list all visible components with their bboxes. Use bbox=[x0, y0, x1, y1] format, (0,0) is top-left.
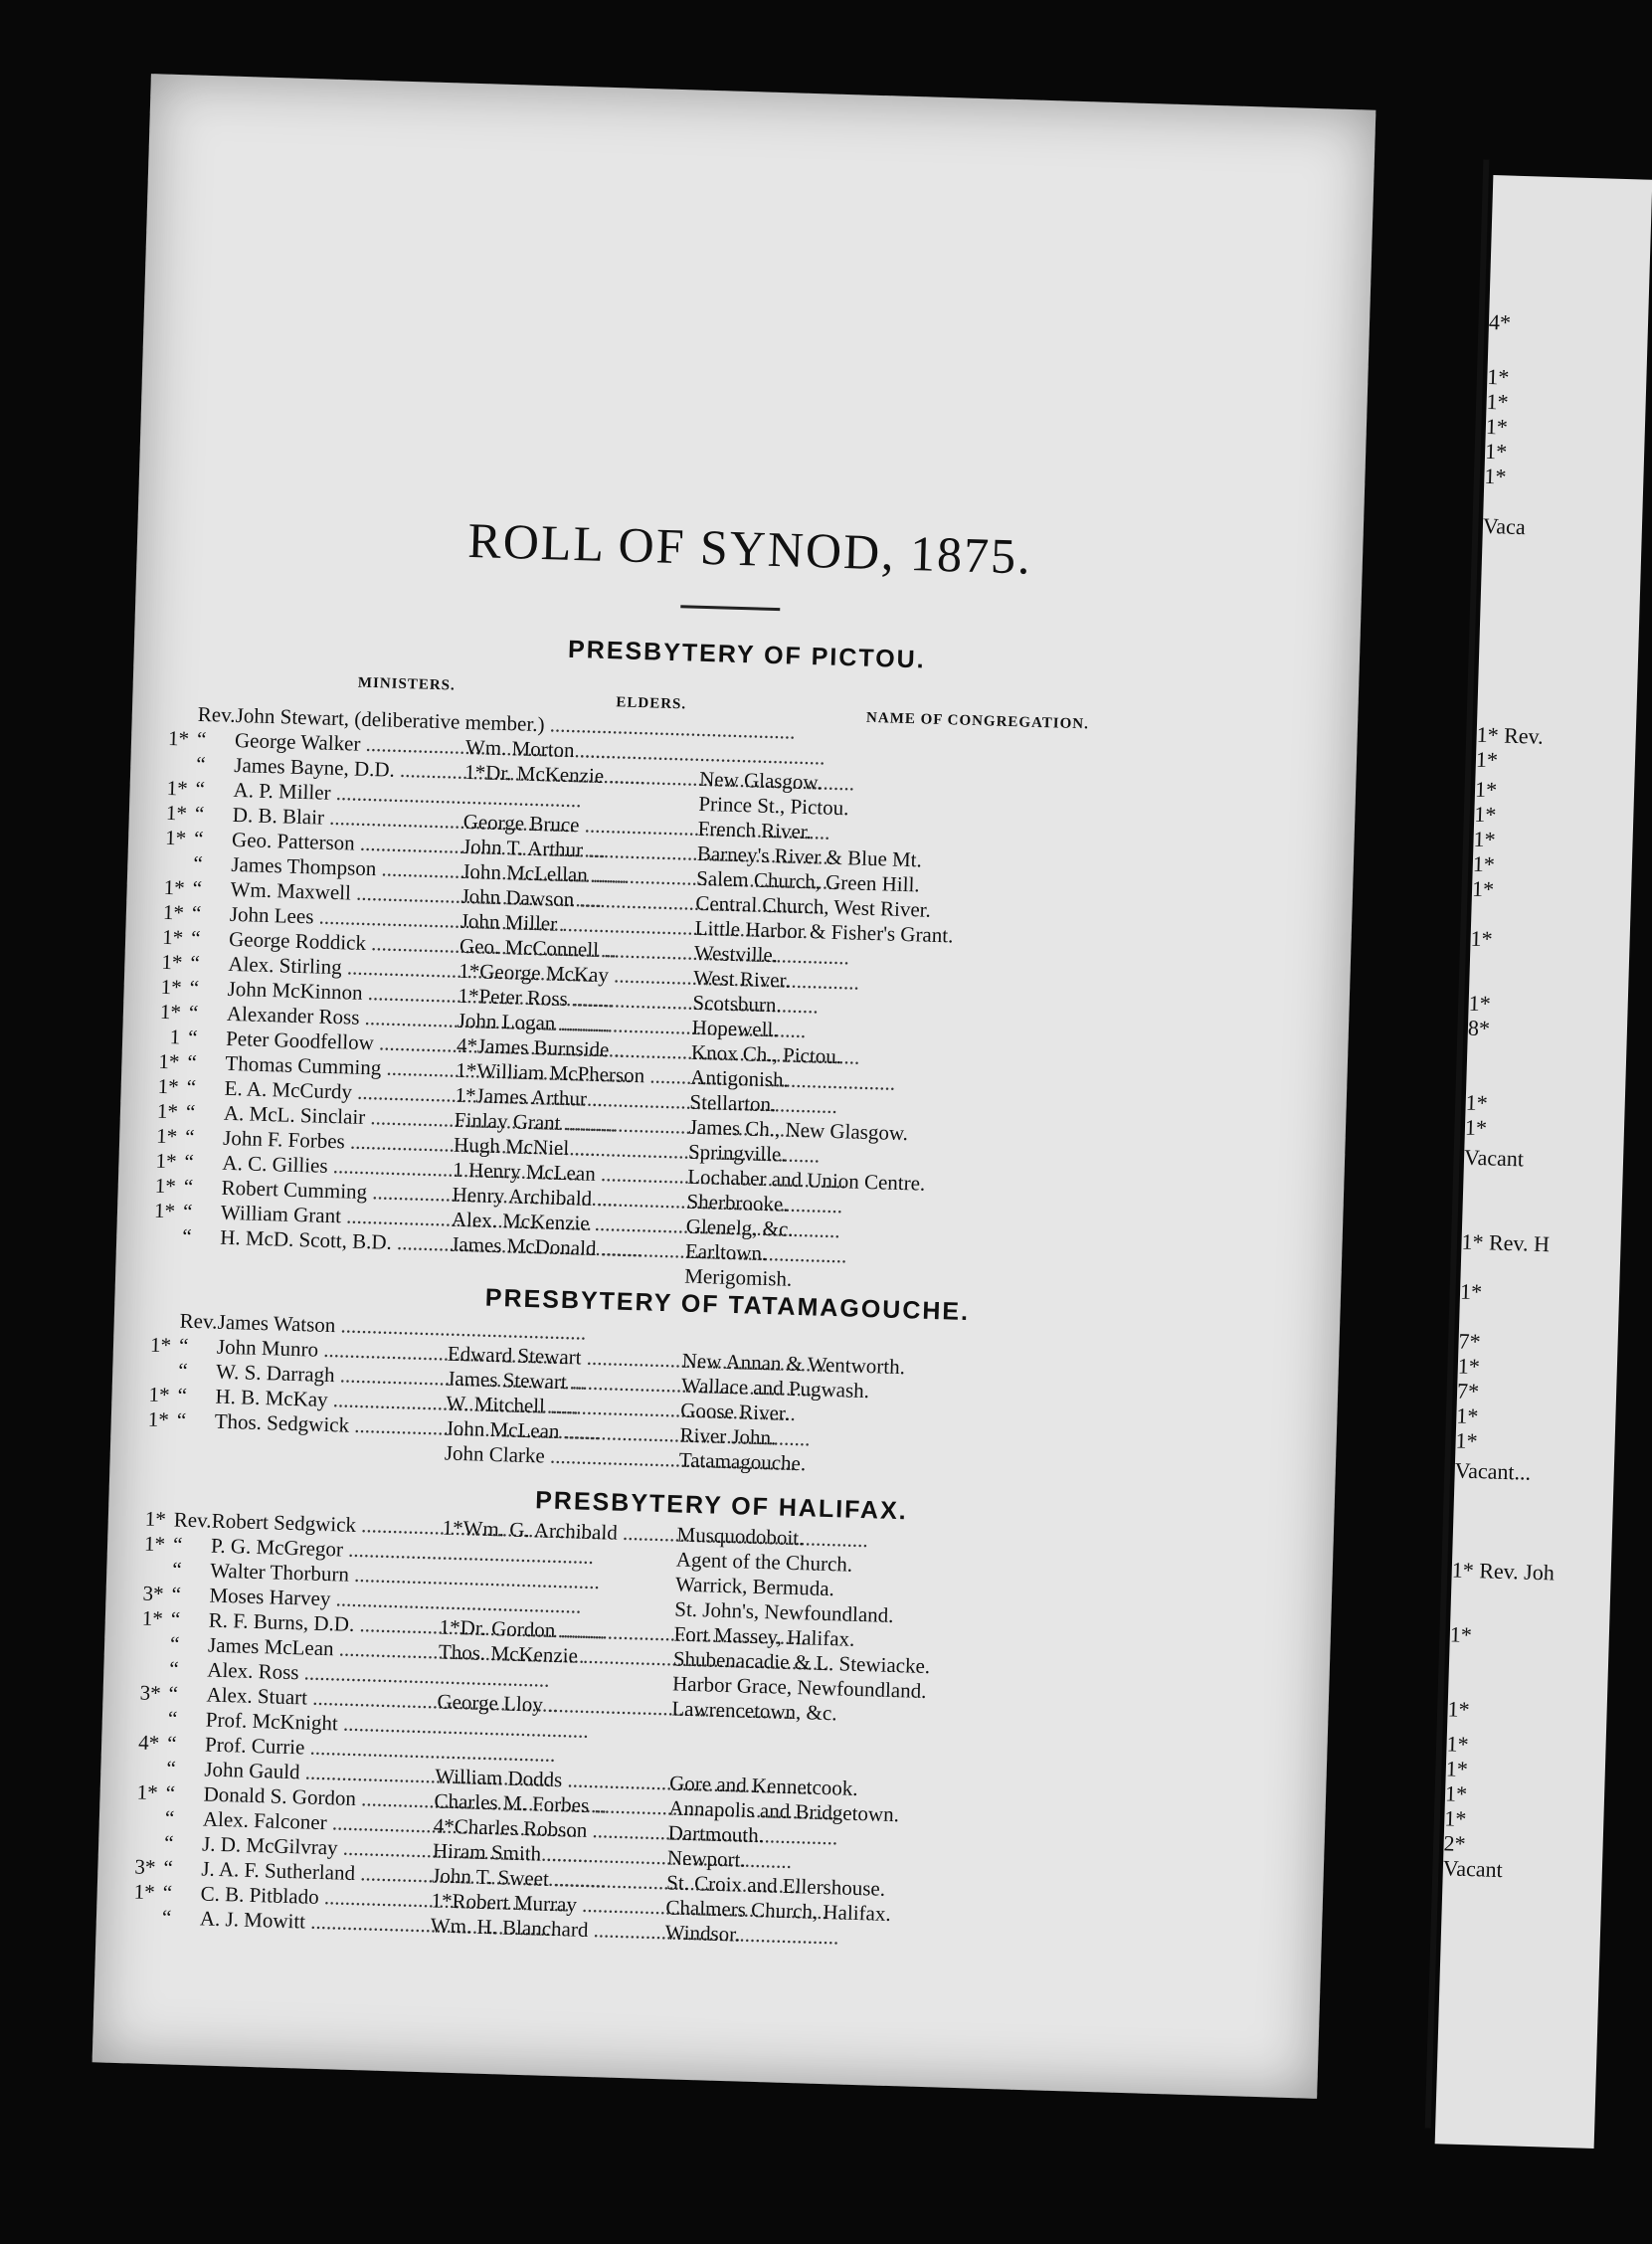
title-prefix: “ bbox=[165, 1780, 176, 1805]
congregation-name: Stellarton. bbox=[689, 1089, 777, 1117]
title-prefix: “ bbox=[166, 1756, 177, 1780]
minister-name: P. G. McGregor ..... bbox=[211, 1534, 443, 1566]
title-prefix: “ bbox=[191, 900, 202, 926]
title-prefix: “ bbox=[182, 1199, 193, 1223]
congregation-name: Prince St., Pictou. bbox=[698, 791, 849, 821]
facing-page-text: 1* bbox=[1475, 746, 1499, 773]
minister-name: Alex. Stirling ..... bbox=[228, 952, 459, 984]
title-prefix: “ bbox=[164, 1805, 175, 1830]
congregation-name: Gore and Kennetcook. bbox=[668, 1771, 858, 1801]
minister-name: Alex. Falconer ..... bbox=[203, 1806, 435, 1838]
congregation-name: Merigomish. bbox=[683, 1263, 793, 1291]
congregation-name: Annapolis and Bridgetown. bbox=[668, 1795, 900, 1827]
elder-name: 1*James Arthur ..... bbox=[455, 1083, 690, 1115]
congregation-name: Wallace and Pugwash. bbox=[680, 1373, 870, 1403]
title-prefix: Rev. bbox=[197, 701, 236, 727]
congregation-name: St. Croix and Ellershouse. bbox=[665, 1870, 886, 1901]
minister-name: Alexander Ross ..... bbox=[227, 1002, 459, 1033]
attendance-mark: 3* bbox=[139, 1680, 162, 1706]
title-prefix: “ bbox=[181, 1223, 192, 1248]
minister-name: James McLean ..... bbox=[208, 1633, 440, 1665]
congregation-name: Springville. bbox=[687, 1139, 787, 1167]
congregation-name: Earltown. bbox=[684, 1238, 768, 1266]
elder-name: William Dodds ..... bbox=[435, 1764, 670, 1795]
section-heading-halifax: PRESBYTERY OF HALIFAX. bbox=[534, 1486, 909, 1526]
congregation-name: Goose River. bbox=[679, 1398, 791, 1425]
facing-page-text: 2* bbox=[1443, 1830, 1467, 1856]
elder-name: George Lloy ..... bbox=[437, 1689, 672, 1721]
minister-name: Donald S. Gordon ..... bbox=[203, 1781, 435, 1813]
facing-page-text: 1* bbox=[1459, 1278, 1483, 1305]
minister-name: A. McL. Sinclair ..... bbox=[224, 1101, 456, 1133]
elder-name: Hugh McNiel ..... bbox=[454, 1133, 689, 1165]
congregation-name: Salem Church, Green Hill. bbox=[695, 865, 920, 897]
title-prefix: “ bbox=[193, 850, 204, 876]
elder-name: Finlay Grant ..... bbox=[454, 1108, 689, 1140]
column-header-congregation: NAME OF CONGREGATION. bbox=[865, 709, 1090, 733]
facing-page-text: Vaca bbox=[1482, 512, 1527, 540]
attendance-mark: 1* bbox=[136, 1779, 159, 1805]
title-prefix: “ bbox=[171, 1582, 182, 1606]
elder-name: Charles M. Forbes ..... bbox=[434, 1788, 669, 1820]
title-prefix: “ bbox=[163, 1830, 174, 1855]
title-prefix: Rev. bbox=[179, 1308, 218, 1334]
elder-name: John Miller ..... bbox=[459, 909, 695, 941]
minister-name: Robert Sedgwick ..... bbox=[211, 1509, 443, 1541]
title-prefix: “ bbox=[177, 1383, 188, 1407]
elder-name: Thos. McKenzie ..... bbox=[439, 1639, 674, 1671]
congregation-name: Lochaber and Union Centre. bbox=[686, 1164, 926, 1196]
title-prefix: “ bbox=[189, 975, 200, 1000]
attendance-mark: 1* bbox=[166, 775, 188, 801]
elder-name: 4*Charles Robson ..... bbox=[433, 1813, 668, 1845]
congregation-name: Warrick, Bermuda. bbox=[674, 1572, 835, 1601]
minister-name: John Stewart, (deliberative member.) ..... bbox=[235, 703, 466, 735]
section-heading-pictou: PRESBYTERY OF PICTOU. bbox=[567, 635, 927, 674]
elder-name: George Bruce ..... bbox=[462, 810, 698, 842]
minister-name: William Grant ..... bbox=[221, 1201, 453, 1232]
congregation-name: New Glasgow. bbox=[698, 766, 823, 795]
congregation-name: Antigonish. bbox=[689, 1064, 790, 1092]
title-prefix: Rev. bbox=[173, 1507, 212, 1533]
minister-name: James Bayne, D.D. ..... bbox=[234, 753, 465, 785]
minister-name: John F. Forbes ..... bbox=[223, 1126, 455, 1158]
title-prefix: “ bbox=[187, 1025, 198, 1049]
elder-name: Edward Stewart ..... bbox=[448, 1342, 683, 1374]
attendance-mark: 1* bbox=[165, 800, 188, 826]
attendance-mark: 1* bbox=[156, 1098, 179, 1124]
facing-page-text: 1* bbox=[1455, 1427, 1479, 1454]
facing-page-text: Vacant bbox=[1442, 1855, 1504, 1883]
elder-name: Hiram Smith ..... bbox=[433, 1838, 668, 1870]
attendance-mark: 1* bbox=[141, 1605, 164, 1631]
facing-page-text: 1* bbox=[1449, 1621, 1473, 1648]
facing-page-text: 1* bbox=[1484, 463, 1507, 489]
attendance-mark: 4* bbox=[137, 1730, 160, 1756]
roll-table-halifax bbox=[96, 1506, 1334, 1964]
congregation-name: Knox Ch., Pictou. bbox=[690, 1039, 842, 1069]
document-page bbox=[92, 74, 1377, 2099]
minister-name: George Roddick ..... bbox=[229, 927, 460, 959]
facing-page-text: 1* Rev. Joh bbox=[1451, 1557, 1556, 1586]
minister-name: D. B. Blair ..... bbox=[232, 803, 463, 835]
attendance-mark: 1* bbox=[154, 1173, 177, 1199]
congregation-name: Harbor Grace, Newfoundland. bbox=[671, 1671, 927, 1704]
minister-name: Alex. Stuart ..... bbox=[206, 1683, 438, 1715]
minister-name: A. J. Mowitt ..... bbox=[200, 1906, 432, 1938]
congregation-name: Barney's River & Blue Mt. bbox=[696, 841, 923, 872]
attendance-mark: 1* bbox=[163, 874, 186, 900]
elder-name: 1*Wm. G. Archibald ..... bbox=[442, 1515, 677, 1547]
column-header-elders: ELDERS. bbox=[616, 694, 687, 713]
minister-name: Alex. Ross ..... bbox=[207, 1658, 439, 1690]
elder-name: 1*Dr. McKenzie ..... bbox=[464, 760, 700, 792]
facing-page-text: 1* bbox=[1444, 1780, 1468, 1806]
facing-page-text: 8* bbox=[1467, 1015, 1491, 1041]
roll-table-tatamagouche bbox=[110, 1307, 1340, 1492]
elder-name: 1*Dr. Gordon ..... bbox=[439, 1614, 674, 1646]
attendance-mark: 3* bbox=[134, 1854, 156, 1880]
elder-name: Geo. McConnell ..... bbox=[459, 934, 695, 966]
minister-name: Wm. Maxwell ..... bbox=[230, 877, 461, 909]
elder-name: W. Mitchell ..... bbox=[446, 1392, 681, 1423]
title-prefix: “ bbox=[184, 1149, 195, 1174]
title-prefix: “ bbox=[194, 801, 205, 827]
elder-name: 1*George McKay ..... bbox=[459, 959, 694, 991]
minister-name: John Lees ..... bbox=[230, 902, 461, 934]
attendance-mark: 1* bbox=[147, 1406, 170, 1432]
title-prefix: “ bbox=[196, 751, 207, 777]
title-prefix: “ bbox=[172, 1532, 183, 1557]
elder-name: 1*William McPherson ..... bbox=[456, 1058, 691, 1090]
minister-name: W. S. Darragh ..... bbox=[216, 1360, 448, 1392]
minister-name: E. A. McCurdy ..... bbox=[224, 1076, 456, 1108]
attendance-mark: 3* bbox=[142, 1581, 164, 1606]
facing-page-text: 1* bbox=[1473, 801, 1497, 828]
facing-page-text: 1* Rev. bbox=[1476, 721, 1545, 749]
elder-name: John T. Arthur ..... bbox=[462, 835, 698, 866]
attendance-mark: 1* bbox=[149, 1332, 172, 1358]
attendance-mark: 1* bbox=[161, 924, 184, 950]
attendance-mark: 1* bbox=[155, 1123, 178, 1149]
attendance-mark: 1* bbox=[155, 1148, 177, 1174]
minister-name: J. D. McGilvray ..... bbox=[202, 1831, 434, 1863]
congregation-name: Lawrencetown, &c. bbox=[671, 1696, 837, 1726]
facing-page-text: 1* bbox=[1457, 1353, 1481, 1380]
elder-name: John Dawson ..... bbox=[460, 884, 696, 916]
minister-name: James Thompson ..... bbox=[231, 852, 462, 884]
title-rule bbox=[680, 605, 780, 611]
congregation-name: West River. bbox=[692, 965, 792, 993]
facing-page-text: 1* bbox=[1484, 438, 1508, 465]
facing-page-text: 1* bbox=[1473, 826, 1496, 852]
minister-name: James Watson ..... bbox=[217, 1310, 449, 1342]
facing-page-text: 1* bbox=[1471, 875, 1495, 902]
title-prefix bbox=[176, 1433, 216, 1434]
section-heading-tatamagouche: PRESBYTERY OF TATAMAGOUCHE. bbox=[484, 1283, 971, 1327]
attendance-mark: 1* bbox=[158, 1048, 180, 1074]
congregation-name: Central Church, West River. bbox=[695, 890, 932, 922]
facing-page-text: Vacant... bbox=[1454, 1457, 1532, 1485]
column-header-ministers: MINISTERS. bbox=[357, 674, 457, 694]
elder-name: John Logan ..... bbox=[457, 1009, 692, 1040]
congregation-name: Westville. bbox=[693, 940, 779, 968]
title-prefix: “ bbox=[169, 1656, 180, 1681]
attendance-mark: 1* bbox=[143, 1531, 166, 1557]
title-prefix: “ bbox=[196, 726, 207, 752]
elder-name: John McLean ..... bbox=[445, 1416, 680, 1448]
title-prefix: “ bbox=[186, 1074, 197, 1099]
attendance-mark: 1* bbox=[167, 725, 190, 751]
elder-name: James McDonald ..... bbox=[451, 1232, 686, 1264]
congregation-name: New Annan & Wentworth. bbox=[681, 1348, 906, 1380]
title-prefix: “ bbox=[171, 1557, 183, 1582]
minister-name: George Walker ..... bbox=[235, 728, 466, 760]
congregation-name: Shubenacadie & L. Stewiacke. bbox=[672, 1646, 931, 1679]
elder-name: 1*Peter Ross ..... bbox=[458, 984, 693, 1016]
attendance-mark bbox=[114, 1307, 172, 1309]
title-prefix: “ bbox=[163, 1855, 174, 1880]
facing-page-text: 1* bbox=[1487, 363, 1510, 390]
attendance-mark: 1* bbox=[159, 999, 182, 1025]
title-prefix: “ bbox=[192, 875, 203, 901]
minister-name: Thomas Cumming ..... bbox=[225, 1051, 457, 1083]
elder-name: 1*Robert Murray ..... bbox=[431, 1888, 666, 1920]
facing-page-text: 1* bbox=[1486, 388, 1510, 415]
facing-page-text: 1* bbox=[1456, 1402, 1479, 1429]
elder-name: James Stewart ..... bbox=[447, 1367, 682, 1399]
congregation-name: River John. bbox=[679, 1422, 777, 1450]
title-prefix: “ bbox=[169, 1631, 180, 1656]
attendance-mark: 1* bbox=[133, 1879, 156, 1905]
facing-page-text: 1* bbox=[1472, 850, 1496, 877]
congregation-name: Fort Massey, Halifax. bbox=[673, 1621, 855, 1651]
congregation-name: French River. bbox=[697, 816, 813, 844]
title-prefix: “ bbox=[176, 1407, 187, 1432]
elder-name: John T. Sweet ..... bbox=[432, 1863, 667, 1895]
congregation-name: Musquodoboit. bbox=[676, 1522, 805, 1551]
attendance-mark: 1* bbox=[148, 1382, 170, 1407]
elder-name: John Clarke ..... bbox=[445, 1441, 680, 1473]
minister-name: John Munro ..... bbox=[217, 1335, 449, 1367]
congregation-name: St. John's, Newfoundland. bbox=[674, 1596, 894, 1627]
title-prefix: “ bbox=[185, 1099, 196, 1124]
attendance-mark: 1* bbox=[157, 1073, 180, 1099]
congregation-name: Newport. bbox=[666, 1845, 747, 1872]
congregation-name: Windsor. bbox=[664, 1920, 741, 1947]
title-prefix: “ bbox=[193, 826, 204, 851]
title-prefix: “ bbox=[190, 925, 201, 951]
facing-page-text: 7* bbox=[1458, 1328, 1481, 1355]
minister-name: A. C. Gillies ..... bbox=[222, 1151, 454, 1183]
minister-name: J. A. F. Sutherland ..... bbox=[201, 1856, 433, 1888]
congregation-name: Hopewell. bbox=[691, 1015, 779, 1042]
minister-name: R. F. Burns, D.D. ..... bbox=[208, 1608, 440, 1640]
minister-name: Geo. Patterson ..... bbox=[232, 828, 463, 859]
title-prefix: “ bbox=[161, 1905, 172, 1930]
attendance-mark: 1* bbox=[161, 949, 183, 975]
minister-name: Moses Harvey ..... bbox=[209, 1584, 441, 1615]
attendance-mark: 1* bbox=[162, 899, 185, 925]
minister-name: H. B. McKay ..... bbox=[215, 1385, 447, 1416]
title-prefix: “ bbox=[168, 1681, 179, 1706]
title-prefix: “ bbox=[188, 1000, 199, 1025]
elder-name: Wm. H. Blanchard ..... bbox=[430, 1913, 665, 1945]
attendance-mark: 1* bbox=[153, 1198, 176, 1223]
attendance-mark: 1 bbox=[169, 1025, 181, 1049]
minister-name: Robert Cumming ..... bbox=[221, 1176, 453, 1208]
page-title: ROLL OF SYNOD, 1875. bbox=[466, 511, 1033, 585]
roll-table-pictou bbox=[115, 700, 1358, 1308]
title-prefix: “ bbox=[190, 950, 201, 976]
facing-page-text: 1* bbox=[1470, 925, 1493, 952]
minister-name: Walter Thorburn ..... bbox=[210, 1559, 442, 1590]
attendance-mark: 1* bbox=[160, 974, 183, 1000]
title-prefix: “ bbox=[162, 1880, 173, 1905]
elder-name: Henry Archibald ..... bbox=[452, 1183, 687, 1215]
facing-page-text: 1* bbox=[1468, 990, 1492, 1017]
title-prefix: “ bbox=[183, 1174, 194, 1199]
facing-page-text: 1* bbox=[1464, 1114, 1488, 1141]
minister-name: Peter Goodfellow ..... bbox=[226, 1027, 458, 1058]
facing-page-text: 1* bbox=[1447, 1696, 1471, 1723]
congregation-name: Sherbrooke. bbox=[686, 1189, 789, 1216]
minister-name: H. McD. Scott, B.D. ..... bbox=[220, 1225, 452, 1257]
facing-page-text: 1* bbox=[1446, 1731, 1469, 1758]
title-prefix: “ bbox=[170, 1606, 181, 1631]
minister-name: John Gauld ..... bbox=[204, 1758, 436, 1789]
minister-name: A. P. Miller ..... bbox=[233, 778, 464, 810]
facing-page-text: 1* bbox=[1485, 413, 1509, 440]
congregation-name: Scotsburn. bbox=[692, 990, 783, 1018]
title-prefix bbox=[182, 1249, 222, 1250]
facing-page-text: 1* bbox=[1445, 1756, 1469, 1782]
facing-page-fragment bbox=[1435, 175, 1652, 2149]
minister-name: C. B. Pitblado ..... bbox=[200, 1881, 432, 1913]
facing-page-text: 1* Rev. H bbox=[1461, 1228, 1551, 1257]
congregation-name: Dartmouth. bbox=[667, 1820, 765, 1848]
title-prefix: “ bbox=[167, 1706, 178, 1731]
attendance-mark: 1* bbox=[164, 825, 187, 850]
elder-name: Alex. McKenzie ..... bbox=[452, 1208, 687, 1239]
congregation-name: James Ch., New Glasgow. bbox=[688, 1114, 909, 1146]
facing-page-text: 1* bbox=[1444, 1805, 1467, 1831]
title-prefix: “ bbox=[178, 1333, 189, 1358]
facing-page-text: 7* bbox=[1456, 1378, 1480, 1404]
congregation-name: Glenelg, &c. bbox=[685, 1214, 795, 1241]
facing-page-text: Vacant bbox=[1463, 1144, 1525, 1172]
minister-name: John McKinnon ..... bbox=[227, 977, 459, 1009]
title-prefix: “ bbox=[166, 1731, 177, 1756]
congregation-name: Agent of the Church. bbox=[675, 1547, 853, 1577]
congregation-name: Little Harbor & Fisher's Grant. bbox=[694, 915, 954, 948]
minister-name: Thos. Sedgwick ..... bbox=[214, 1409, 446, 1441]
congregation-name: Chalmers Church, Halifax. bbox=[665, 1895, 892, 1927]
congregation-name: Tatamagouche. bbox=[678, 1447, 807, 1476]
attendance-mark bbox=[132, 700, 190, 702]
facing-page-text: 4* bbox=[1488, 309, 1512, 335]
attendance-mark: 1* bbox=[144, 1506, 167, 1532]
elder-name: John McLellan ..... bbox=[461, 859, 697, 891]
elder-name: 4*James Burnside ..... bbox=[457, 1033, 692, 1065]
facing-page-text: 1* bbox=[1474, 776, 1498, 803]
title-prefix: “ bbox=[177, 1358, 188, 1383]
title-prefix: “ bbox=[184, 1124, 195, 1149]
title-prefix: “ bbox=[195, 776, 206, 802]
elder-name: 1 Henry McLean ..... bbox=[453, 1158, 688, 1190]
title-prefix: “ bbox=[187, 1049, 198, 1074]
facing-page-text: 1* bbox=[1465, 1089, 1489, 1116]
elder-name: Wm. Morton ..... bbox=[465, 735, 701, 767]
minister-name: Prof. McKnight ..... bbox=[205, 1708, 437, 1740]
minister-name: Prof. Currie ..... bbox=[205, 1733, 437, 1765]
